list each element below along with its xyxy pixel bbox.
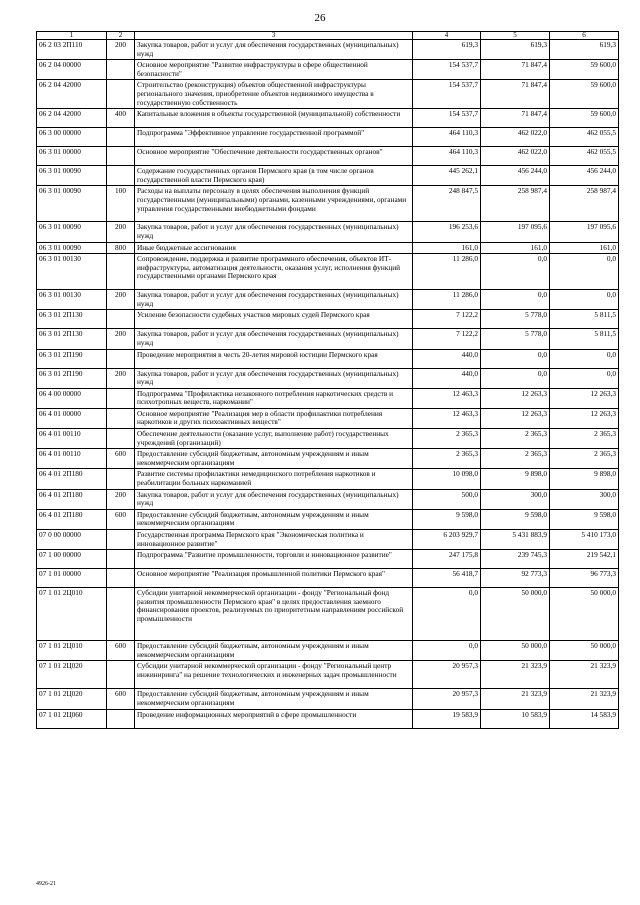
cell-amount-3: 0,0 — [550, 349, 619, 368]
cell-name: Расходы на выплаты персоналу в целях обеспечения выполнения функций государственными (муниципальными) органами, казенными учреждениями, органами управления государственными внебюджетными фондами — [135, 186, 413, 222]
cell-name: Закупка товаров, работ и услуг для обеспечения государственных (муниципальных) нужд — [135, 40, 413, 60]
cell-code: 06 4 01 00000 — [37, 408, 107, 428]
table-row — [37, 569, 619, 588]
cell-amount-2: 619,3 — [481, 40, 550, 60]
table-row — [37, 641, 619, 661]
cell-amount-1: 7 122,2 — [413, 310, 481, 329]
column-number-row — [37, 32, 619, 40]
cell-amount-1: 7 122,2 — [413, 329, 481, 349]
cell-amount-1: 464 110,3 — [413, 128, 481, 147]
table-row — [37, 469, 619, 489]
cell-amount-1: 161,0 — [413, 242, 481, 254]
column-header: 2 — [107, 32, 135, 40]
cell-code: 07 1 01 2Ц020 — [37, 661, 107, 689]
cell-amount-3: 619,3 — [550, 40, 619, 60]
cell-amount-2: 71 847,4 — [481, 80, 550, 109]
cell-code: 07 1 01 2Ц060 — [37, 709, 107, 728]
column-header: 1 — [37, 32, 107, 40]
cell-expense-type — [107, 661, 135, 689]
cell-amount-3: 50 000,0 — [550, 588, 619, 641]
cell-amount-1: 247 175,8 — [413, 550, 481, 569]
cell-name: Подпрограмма "Эффективное управление государственной программой" — [135, 128, 413, 147]
cell-amount-2: 0,0 — [481, 349, 550, 368]
cell-amount-1: 11 286,0 — [413, 290, 481, 310]
cell-amount-2: 456 244,0 — [481, 166, 550, 186]
cell-amount-1: 11 286,0 — [413, 254, 481, 290]
cell-amount-2: 300,0 — [481, 489, 550, 509]
cell-code: 06 3 00 00000 — [37, 128, 107, 147]
column-header: 4 — [413, 32, 481, 40]
cell-expense-type — [107, 310, 135, 329]
cell-amount-3: 14 583,9 — [550, 709, 619, 728]
cell-amount-2: 2 365,3 — [481, 429, 550, 449]
cell-amount-1: 6 203 929,7 — [413, 530, 481, 550]
cell-amount-3: 9 898,0 — [550, 469, 619, 489]
cell-amount-1: 20 957,3 — [413, 661, 481, 689]
cell-name: Развитие системы профилактики немедицинского потребления наркотиков и реабилитации больных наркоманией — [135, 469, 413, 489]
cell-name: Предоставление субсидий бюджетным, автономным учреждениям и иным некоммерческим организациям — [135, 509, 413, 529]
cell-code: 06 4 01 00110 — [37, 449, 107, 469]
table-row — [37, 449, 619, 469]
cell-amount-3: 50 000,0 — [550, 641, 619, 661]
cell-expense-type — [107, 429, 135, 449]
cell-amount-3: 300,0 — [550, 489, 619, 509]
table-row — [37, 254, 619, 290]
cell-expense-type — [107, 349, 135, 368]
cell-name: Капитальные вложения в объекты государственной (муниципальной) собственности — [135, 109, 413, 128]
cell-name: Проведение мероприятия в честь 20-летия мировой юстиции Пермского края — [135, 349, 413, 368]
cell-code: 06 3 01 2П190 — [37, 349, 107, 368]
cell-code: 07 1 01 2Ц010 — [37, 588, 107, 641]
table-row — [37, 530, 619, 550]
cell-amount-2: 50 000,0 — [481, 641, 550, 661]
cell-expense-type — [107, 147, 135, 166]
cell-expense-type: 200 — [107, 222, 135, 242]
cell-amount-2: 2 365,3 — [481, 449, 550, 469]
cell-amount-2: 21 323,9 — [481, 689, 550, 709]
cell-amount-1: 196 253,6 — [413, 222, 481, 242]
cell-amount-3: 21 323,9 — [550, 689, 619, 709]
cell-amount-2: 258 987,4 — [481, 186, 550, 222]
table-row — [37, 429, 619, 449]
cell-expense-type — [107, 166, 135, 186]
table-row — [37, 109, 619, 128]
table-row — [37, 408, 619, 428]
cell-expense-type — [107, 569, 135, 588]
cell-amount-1: 154 537,7 — [413, 80, 481, 109]
table-row — [37, 709, 619, 728]
cell-name: Подпрограмма "Развитие промышленности, торговли и инновационное развитие" — [135, 550, 413, 569]
cell-expense-type: 600 — [107, 689, 135, 709]
cell-amount-2: 5 778,0 — [481, 310, 550, 329]
table-row — [37, 310, 619, 329]
cell-amount-3: 197 095,6 — [550, 222, 619, 242]
cell-code: 06 4 00 00000 — [37, 388, 107, 408]
table-row — [37, 550, 619, 569]
cell-expense-type: 200 — [107, 489, 135, 509]
cell-amount-1: 619,3 — [413, 40, 481, 60]
table-row — [37, 329, 619, 349]
cell-amount-1: 20 957,3 — [413, 689, 481, 709]
cell-expense-type: 200 — [107, 290, 135, 310]
cell-amount-3: 5 811,5 — [550, 329, 619, 349]
cell-code: 06 4 01 2П180 — [37, 509, 107, 529]
cell-amount-2: 5 778,0 — [481, 329, 550, 349]
cell-expense-type — [107, 128, 135, 147]
cell-name: Содержание государственных органов Пермского края (в том числе органов государственной власти Пермского края) — [135, 166, 413, 186]
cell-code: 06 3 01 00130 — [37, 254, 107, 290]
cell-amount-1: 12 463,3 — [413, 388, 481, 408]
cell-amount-1: 12 463,3 — [413, 408, 481, 428]
cell-code: 07 1 01 00000 — [37, 569, 107, 588]
cell-expense-type: 600 — [107, 641, 135, 661]
cell-amount-3: 21 323,9 — [550, 661, 619, 689]
cell-amount-2: 9 598,0 — [481, 509, 550, 529]
table-row — [37, 40, 619, 60]
cell-amount-3: 2 365,3 — [550, 449, 619, 469]
cell-amount-2: 462 022,0 — [481, 147, 550, 166]
cell-name: Государственная программа Пермского края "Экономическая политика и инновационное развитие" — [135, 530, 413, 550]
cell-name: Основное мероприятие "Обеспечение деятельности государственных органов" — [135, 147, 413, 166]
cell-amount-1: 248 847,5 — [413, 186, 481, 222]
table-row — [37, 388, 619, 408]
cell-expense-type: 200 — [107, 329, 135, 349]
cell-name: Закупка товаров, работ и услуг для обеспечения государственных (муниципальных) нужд — [135, 329, 413, 349]
cell-name: Строительство (реконструкция) объектов общественной инфраструктуры регионального значения, приобретение объектов недвижимого имущества в государственную собственность — [135, 80, 413, 109]
cell-code: 06 3 01 00090 — [37, 222, 107, 242]
cell-name: Основное мероприятие "Реализация промышленной политики Пермского края" — [135, 569, 413, 588]
cell-amount-1: 445 262,1 — [413, 166, 481, 186]
cell-code: 06 3 01 00130 — [37, 290, 107, 310]
cell-name: Субсидии унитарной некоммерческой организации - фонду "Региональный фонд развития промышленности Пермского края" в целях предоставления заемного финансирования проектов, реализуемых по приоритетным направлениям российской промышленности — [135, 588, 413, 641]
cell-amount-2: 0,0 — [481, 254, 550, 290]
cell-amount-1: 154 537,7 — [413, 109, 481, 128]
cell-code: 06 3 01 00090 — [37, 242, 107, 254]
cell-expense-type — [107, 588, 135, 641]
cell-amount-2: 71 847,4 — [481, 60, 550, 80]
cell-name: Сопровождение, поддержка и развитие программного обеспечения, объектов ИТ-инфраструктуры, автоматизация деятельности, оказания услуг, исполнения функций государственными органами Пермского края — [135, 254, 413, 290]
cell-expense-type — [107, 469, 135, 489]
cell-expense-type — [107, 530, 135, 550]
cell-code: 06 2 03 2П110 — [37, 40, 107, 60]
table-row — [37, 186, 619, 222]
column-header: 6 — [550, 32, 619, 40]
cell-amount-1: 2 365,3 — [413, 449, 481, 469]
cell-amount-3: 59 600,0 — [550, 60, 619, 80]
cell-amount-3: 59 600,0 — [550, 109, 619, 128]
cell-code: 06 3 01 2П130 — [37, 329, 107, 349]
cell-name: Предоставление субсидий бюджетным, автономным учреждениям и иным некоммерческим организациям — [135, 449, 413, 469]
cell-code: 06 2 04 42000 — [37, 109, 107, 128]
cell-amount-1: 0,0 — [413, 588, 481, 641]
table-row — [37, 290, 619, 310]
table-row — [37, 80, 619, 109]
cell-expense-type — [107, 408, 135, 428]
cell-code: 06 3 01 00090 — [37, 186, 107, 222]
cell-code: 07 1 00 00000 — [37, 550, 107, 569]
cell-name: Усиление безопасности судебных участков мировых судей Пермского края — [135, 310, 413, 329]
cell-name: Закупка товаров, работ и услуг для обеспечения государственных (муниципальных) нужд — [135, 489, 413, 509]
cell-amount-3: 0,0 — [550, 290, 619, 310]
cell-name: Основное мероприятие "Реализация мер в области профилактики потребления наркотиков и других психоактивных веществ" — [135, 408, 413, 428]
cell-expense-type: 200 — [107, 368, 135, 388]
cell-amount-2: 92 773,3 — [481, 569, 550, 588]
cell-amount-3: 12 263,3 — [550, 388, 619, 408]
cell-name: Предоставление субсидий бюджетным, автономным учреждениям и иным некоммерческим организациям — [135, 689, 413, 709]
cell-expense-type — [107, 388, 135, 408]
table-row — [37, 689, 619, 709]
cell-amount-2: 0,0 — [481, 290, 550, 310]
cell-amount-1: 154 537,7 — [413, 60, 481, 80]
cell-amount-2: 5 431 883,9 — [481, 530, 550, 550]
cell-name: Субсидии унитарной некоммерческой организации - фонду "Региональный центр инжиниринга" на решение технологических и инженерных задач промышленности — [135, 661, 413, 689]
cell-amount-2: 12 263,3 — [481, 388, 550, 408]
column-header: 5 — [481, 32, 550, 40]
cell-expense-type: 400 — [107, 109, 135, 128]
cell-name: Иные бюджетные ассигнования — [135, 242, 413, 254]
cell-amount-3: 9 598,0 — [550, 509, 619, 529]
cell-amount-1: 464 110,3 — [413, 147, 481, 166]
cell-amount-1: 0,0 — [413, 641, 481, 661]
cell-amount-3: 462 055,5 — [550, 147, 619, 166]
cell-expense-type — [107, 709, 135, 728]
document-footer-code: 4926-21 — [36, 881, 56, 887]
cell-name: Закупка товаров, работ и услуг для обеспечения государственных (муниципальных) нужд — [135, 290, 413, 310]
cell-expense-type: 200 — [107, 40, 135, 60]
cell-code: 06 3 01 00000 — [37, 147, 107, 166]
cell-amount-2: 161,0 — [481, 242, 550, 254]
cell-code: 06 2 04 42000 — [37, 80, 107, 109]
cell-code: 06 3 01 00090 — [37, 166, 107, 186]
cell-code: 07 1 01 2Ц010 — [37, 641, 107, 661]
cell-amount-3: 456 244,0 — [550, 166, 619, 186]
cell-code: 06 4 01 00110 — [37, 429, 107, 449]
cell-amount-3: 161,0 — [550, 242, 619, 254]
table-row — [37, 489, 619, 509]
cell-code: 06 2 04 00000 — [37, 60, 107, 80]
table-row — [37, 661, 619, 689]
cell-amount-3: 0,0 — [550, 254, 619, 290]
cell-code: 06 3 01 2П190 — [37, 368, 107, 388]
cell-amount-3: 219 542,1 — [550, 550, 619, 569]
cell-code: 06 4 01 2П180 — [37, 489, 107, 509]
table-row — [37, 60, 619, 80]
table-row — [37, 166, 619, 186]
table-row — [37, 147, 619, 166]
cell-amount-1: 440,0 — [413, 368, 481, 388]
cell-amount-1: 10 098,0 — [413, 469, 481, 489]
cell-amount-2: 71 847,4 — [481, 109, 550, 128]
cell-amount-3: 96 773,3 — [550, 569, 619, 588]
table-row — [37, 128, 619, 147]
cell-amount-1: 56 418,7 — [413, 569, 481, 588]
cell-amount-2: 9 898,0 — [481, 469, 550, 489]
table-row — [37, 509, 619, 529]
column-header: 3 — [135, 32, 413, 40]
cell-amount-2: 12 263,3 — [481, 408, 550, 428]
cell-amount-1: 19 583,9 — [413, 709, 481, 728]
cell-expense-type — [107, 254, 135, 290]
table-row — [37, 222, 619, 242]
cell-name: Закупка товаров, работ и услуг для обеспечения государственных (муниципальных) нужд — [135, 368, 413, 388]
cell-code: 07 0 00 00000 — [37, 530, 107, 550]
cell-code: 07 1 01 2Ц020 — [37, 689, 107, 709]
cell-expense-type: 600 — [107, 449, 135, 469]
cell-amount-3: 0,0 — [550, 368, 619, 388]
cell-name: Предоставление субсидий бюджетным, автономным учреждениям и иным некоммерческим организациям — [135, 641, 413, 661]
cell-amount-1: 440,0 — [413, 349, 481, 368]
cell-amount-2: 50 000,0 — [481, 588, 550, 641]
cell-expense-type — [107, 60, 135, 80]
table-row — [37, 368, 619, 388]
budget-table — [36, 31, 619, 729]
cell-expense-type — [107, 550, 135, 569]
cell-name: Закупка товаров, работ и услуг для обеспечения государственных (муниципальных) нужд — [135, 222, 413, 242]
cell-amount-1: 2 365,3 — [413, 429, 481, 449]
cell-amount-3: 59 600,0 — [550, 80, 619, 109]
cell-amount-3: 12 263,3 — [550, 408, 619, 428]
table-row — [37, 349, 619, 368]
page-number: 26 — [314, 12, 326, 24]
cell-amount-2: 0,0 — [481, 368, 550, 388]
cell-amount-2: 239 745,3 — [481, 550, 550, 569]
cell-name: Подпрограмма "Профилактика незаконного потребления наркотических средств и психотропных веществ, наркомании" — [135, 388, 413, 408]
cell-code: 06 4 01 2П180 — [37, 469, 107, 489]
cell-amount-2: 10 583,9 — [481, 709, 550, 728]
cell-amount-2: 197 095,6 — [481, 222, 550, 242]
cell-name: Проведение информационных мероприятий в сфере промышленности — [135, 709, 413, 728]
cell-code: 06 3 01 2П130 — [37, 310, 107, 329]
cell-amount-2: 462 022,0 — [481, 128, 550, 147]
cell-amount-3: 2 365,3 — [550, 429, 619, 449]
cell-amount-3: 258 987,4 — [550, 186, 619, 222]
cell-amount-3: 5 811,5 — [550, 310, 619, 329]
cell-amount-3: 5 410 173,0 — [550, 530, 619, 550]
cell-amount-3: 462 055,5 — [550, 128, 619, 147]
cell-amount-1: 500,0 — [413, 489, 481, 509]
cell-name: Основное мероприятие "Развитие инфраструктуры в сфере общественной безопасности" — [135, 60, 413, 80]
cell-amount-1: 9 598,0 — [413, 509, 481, 529]
cell-expense-type — [107, 80, 135, 109]
cell-amount-2: 21 323,9 — [481, 661, 550, 689]
table-row — [37, 588, 619, 641]
table-row — [37, 242, 619, 254]
cell-name: Обеспечение деятельности (оказание услуг, выполнение работ) государственных учреждений (организаций) — [135, 429, 413, 449]
cell-expense-type: 600 — [107, 509, 135, 529]
cell-expense-type: 800 — [107, 242, 135, 254]
cell-expense-type: 100 — [107, 186, 135, 222]
